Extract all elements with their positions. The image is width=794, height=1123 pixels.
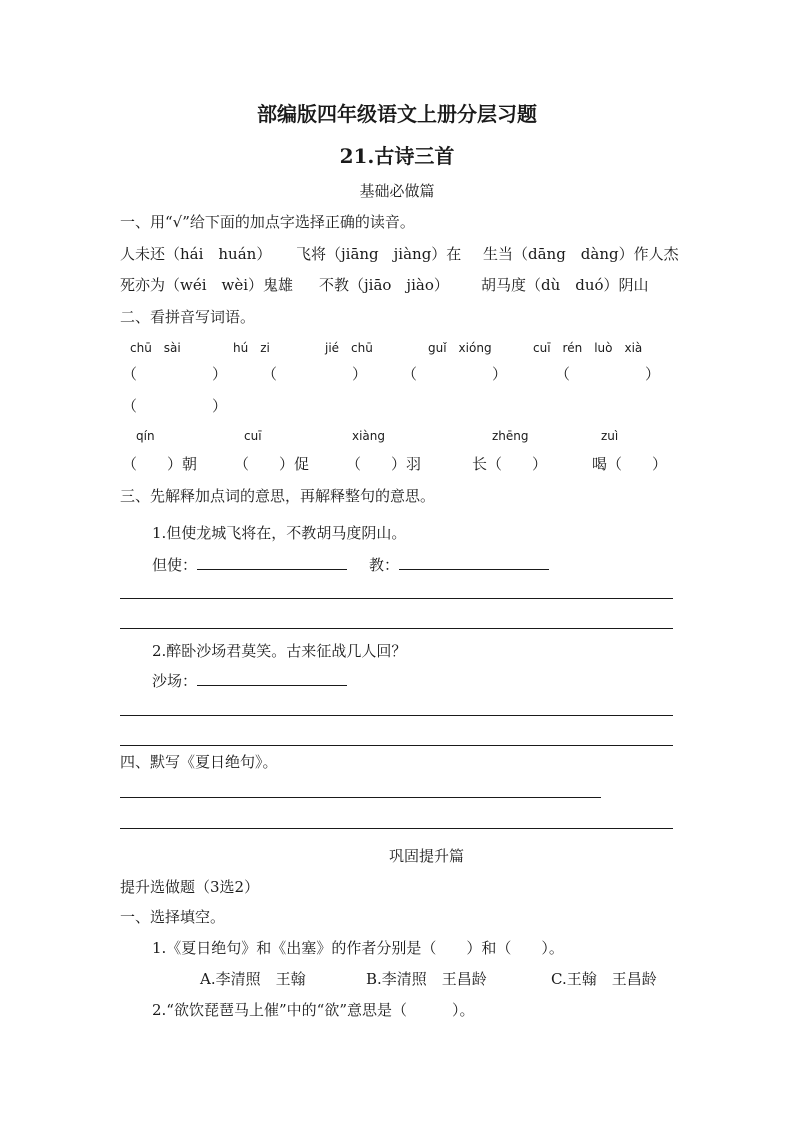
q2-pinyin2-5: zuì <box>601 429 619 443</box>
label-danshi: 但使： <box>152 556 198 574</box>
section-basic: 基础必做篇 <box>359 182 435 200</box>
q1-row2-c: 胡马度（dù duó）阴山 <box>481 276 649 294</box>
q2-fill-4[interactable]: 长（ ） <box>472 455 548 473</box>
q3-shachang-row <box>152 670 347 691</box>
q2-pinyin2-3: xiàng <box>352 429 386 443</box>
answer-line-3[interactable] <box>120 715 673 716</box>
q1-row1-c: 生当（dāng dàng）作人杰 <box>483 245 679 263</box>
q1-row1-a: 人未还（hái huán） <box>120 245 272 263</box>
blank-shachang[interactable] <box>197 671 347 686</box>
q4-heading: 四、默写《夏日绝句》。 <box>120 753 278 771</box>
advanced-intro: 提升选做题（3选2） <box>120 878 260 896</box>
q1-row2-a: 死亦为（wéi wèi）鬼雄 <box>120 276 294 294</box>
q3-item-2: 2.醉卧沙场君莫笑。古来征战几人回？ <box>152 642 407 660</box>
q2-fill-1[interactable]: （ ）朝 <box>122 455 198 473</box>
q2-pinyin-1: chū sài <box>130 341 181 355</box>
page-title: 部编版四年级语文上册分层习题 <box>257 102 537 126</box>
q3-item-1: 1.但使龙城飞将在，不教胡马度阴山。 <box>152 524 407 542</box>
section-advanced: 巩固提升篇 <box>389 847 465 865</box>
q2-pinyin2-1: qín <box>136 429 155 443</box>
answer-line-4[interactable] <box>120 745 673 746</box>
q1-heading: 一、用“√”给下面的加点字选择正确的读音。 <box>120 213 415 231</box>
q2-fill-3[interactable]: （ ）羽 <box>346 455 422 473</box>
q2-blank-1[interactable]: （ ） <box>122 365 228 383</box>
answer-line-2[interactable] <box>120 628 673 629</box>
label-jiao: 教： <box>369 556 400 574</box>
blank-jiao[interactable] <box>399 555 549 570</box>
adv-q1-item-2: 2.“欲饮琵琶马上催”中的“欲”意思是（ ）。 <box>152 1001 475 1019</box>
adv-q1-heading: 一、选择填空。 <box>120 908 226 926</box>
blank-danshi[interactable] <box>197 555 347 570</box>
q1-row2-b: 不教（jiāo jiào） <box>319 276 449 294</box>
q2-pinyin2-4: zhēng <box>492 429 529 443</box>
q2-blank-4[interactable]: （ ） <box>555 365 661 383</box>
q3-heading: 三、先解释加点词的意思，再解释整句的意思。 <box>120 487 436 505</box>
q2-blank-5[interactable]: （ ） <box>122 397 228 415</box>
q2-pinyin-5: cuī rén luò xià <box>533 341 643 355</box>
q2-fill-2[interactable]: （ ）促 <box>234 455 310 473</box>
q2-blank-2[interactable]: （ ） <box>262 365 368 383</box>
q3-danshi-row <box>152 554 549 575</box>
q2-fill-5[interactable]: 喝（ ） <box>592 455 668 473</box>
q2-heading: 二、看拼音写词语。 <box>120 308 256 326</box>
answer-line-6[interactable] <box>120 828 673 829</box>
q2-blank-3[interactable]: （ ） <box>402 365 508 383</box>
q1-row1-b: 飞将（jiāng jiàng）在 <box>296 245 462 263</box>
label-shachang: 沙场： <box>152 672 198 690</box>
adv-q1-item-1: 1.《夏日绝句》和《出塞》的作者分别是（ ）和（ ）。 <box>152 939 564 957</box>
adv-option-b[interactable]: B.李清照 王昌龄 <box>366 970 487 988</box>
answer-line-1[interactable] <box>120 598 673 599</box>
adv-option-c[interactable]: C.王翰 王昌龄 <box>551 970 657 988</box>
adv-option-a[interactable]: A.李清照 王翰 <box>200 970 306 988</box>
q2-pinyin-4: guǐ xióng <box>428 341 492 355</box>
q2-pinyin2-2: cuī <box>244 429 262 443</box>
q2-pinyin-2: hú zi <box>233 341 270 355</box>
answer-line-5[interactable] <box>120 797 601 798</box>
q2-pinyin-3: jié chū <box>325 341 373 355</box>
lesson-title: 21.古诗三首 <box>339 144 455 168</box>
